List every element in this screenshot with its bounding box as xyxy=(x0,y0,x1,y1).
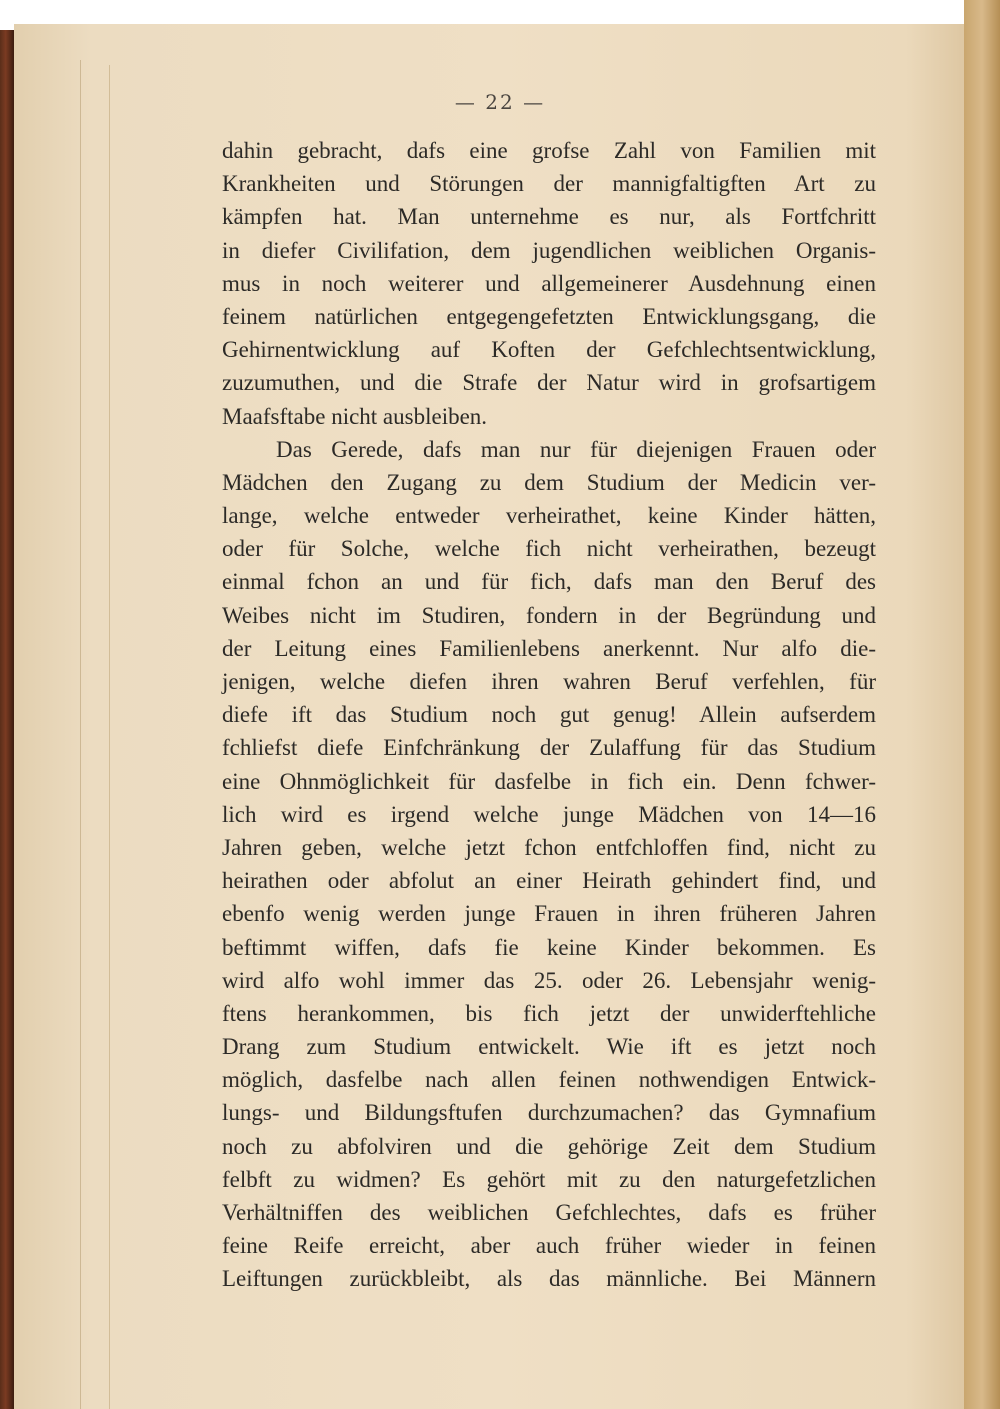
text-line: lange, welche entweder verheirathet, keine Kinder hätten, xyxy=(222,503,876,529)
text-line: heirathen oder abfolut an einer Heirath gehindert find, und xyxy=(222,868,876,894)
book-cover-edge xyxy=(0,30,14,1409)
text-line: kämpfen hat. Man unternehme es nur, als Fortfchritt xyxy=(222,204,876,230)
text-line: Maafsftabe nicht ausbleiben. xyxy=(222,403,488,429)
text-line: mus in noch weiterer und allgemeinerer Ausdehnung einen xyxy=(222,270,876,296)
text-line: wird alfo wohl immer das 25. oder 26. Lebensjahr wenig- xyxy=(222,967,876,993)
text-line: Drang zum Studium entwickelt. Wie ift es jetzt noch xyxy=(222,1034,876,1060)
page-leaf-edges xyxy=(80,60,109,1409)
text-line: dahin gebracht, dafs eine grofse Zahl von Familien mit xyxy=(222,138,876,163)
text-line: Jahren geben, welche jetzt fchon entfchloffen find, nicht zu xyxy=(222,834,876,860)
text-line: jenigen, welche diefen ihren wahren Beruf verfehlen, für xyxy=(222,669,876,694)
text-line: Das Gerede, dafs man nur für diejenigen Frauen oder xyxy=(276,436,876,462)
text-line: eine Ohnmöglichkeit für dasfelbe in fich ein. Denn fchwer- xyxy=(222,768,876,794)
page-fore-edge xyxy=(964,0,1000,1409)
text-line: lich wird es irgend welche junge Mädchen von 14—16 xyxy=(222,801,876,827)
text-line: oder für Solche, welche fich nicht verheirathen, bezeugt xyxy=(222,536,876,562)
text-line: felbft zu widmen? Es gehört mit zu den naturgefetzlichen xyxy=(222,1166,876,1192)
text-line: noch zu abfolviren und die gehörige Zeit dem Studium xyxy=(222,1133,876,1159)
text-line: feinem natürlichen entgegengefetzten Entwicklungsgang, die xyxy=(222,303,876,329)
text-line: Mädchen den Zugang zu dem Studium der Medicin ver- xyxy=(222,469,876,495)
text-line: ftens herankommen, bis fich jetzt der unwiderftehliche xyxy=(222,1000,876,1026)
text-line: Krankheiten und Störungen der mannigfaltigften Art zu xyxy=(222,171,876,197)
text-line: diefe ift das Studium noch gut genug! Allein aufserdem xyxy=(222,702,876,728)
page-number: — 22 — xyxy=(454,90,546,114)
text-line: Leiftungen zurückbleibt, als das männliche. Bei Männern xyxy=(222,1266,876,1292)
text-line: beftimmt wiffen, dafs fie keine Kinder bekommen. Es xyxy=(222,934,876,960)
text-line: in diefer Civilifation, dem jugendlichen weiblichen Organis- xyxy=(222,237,876,263)
body-text xyxy=(222,134,876,1296)
text-line: Gehirnentwicklung auf Koften der Gefchlechtsentwicklung, xyxy=(222,337,876,363)
text-line: lungs- und Bildungsftufen durchzumachen? das Gymnafium xyxy=(222,1100,876,1126)
text-line: einmal fchon an und für fich, dafs man den Beruf des xyxy=(222,569,876,595)
text-line: möglich, dasfelbe nach allen feinen nothwendigen Entwick- xyxy=(222,1067,876,1093)
text-line: feine Reife erreicht, aber auch früher wieder in feinen xyxy=(222,1233,876,1259)
text-line: Weibes nicht im Studiren, fondern in der Begründung und xyxy=(222,602,876,628)
text-line: der Leitung eines Familienlebens anerkennt. Nur alfo die- xyxy=(222,635,876,661)
scan-background xyxy=(0,0,1000,24)
text-line: Verhältniffen des weiblichen Gefchlechtes, dafs es früher xyxy=(222,1200,876,1225)
text-line: zuzumuthen, und die Strafe der Natur wird in grofsartigem xyxy=(222,370,876,396)
text-line: ebenfo wenig werden junge Frauen in ihren früheren Jahren xyxy=(222,901,876,927)
text-line: fchliefst diefe Einfchränkung der Zulaffung für das Studium xyxy=(222,735,876,761)
